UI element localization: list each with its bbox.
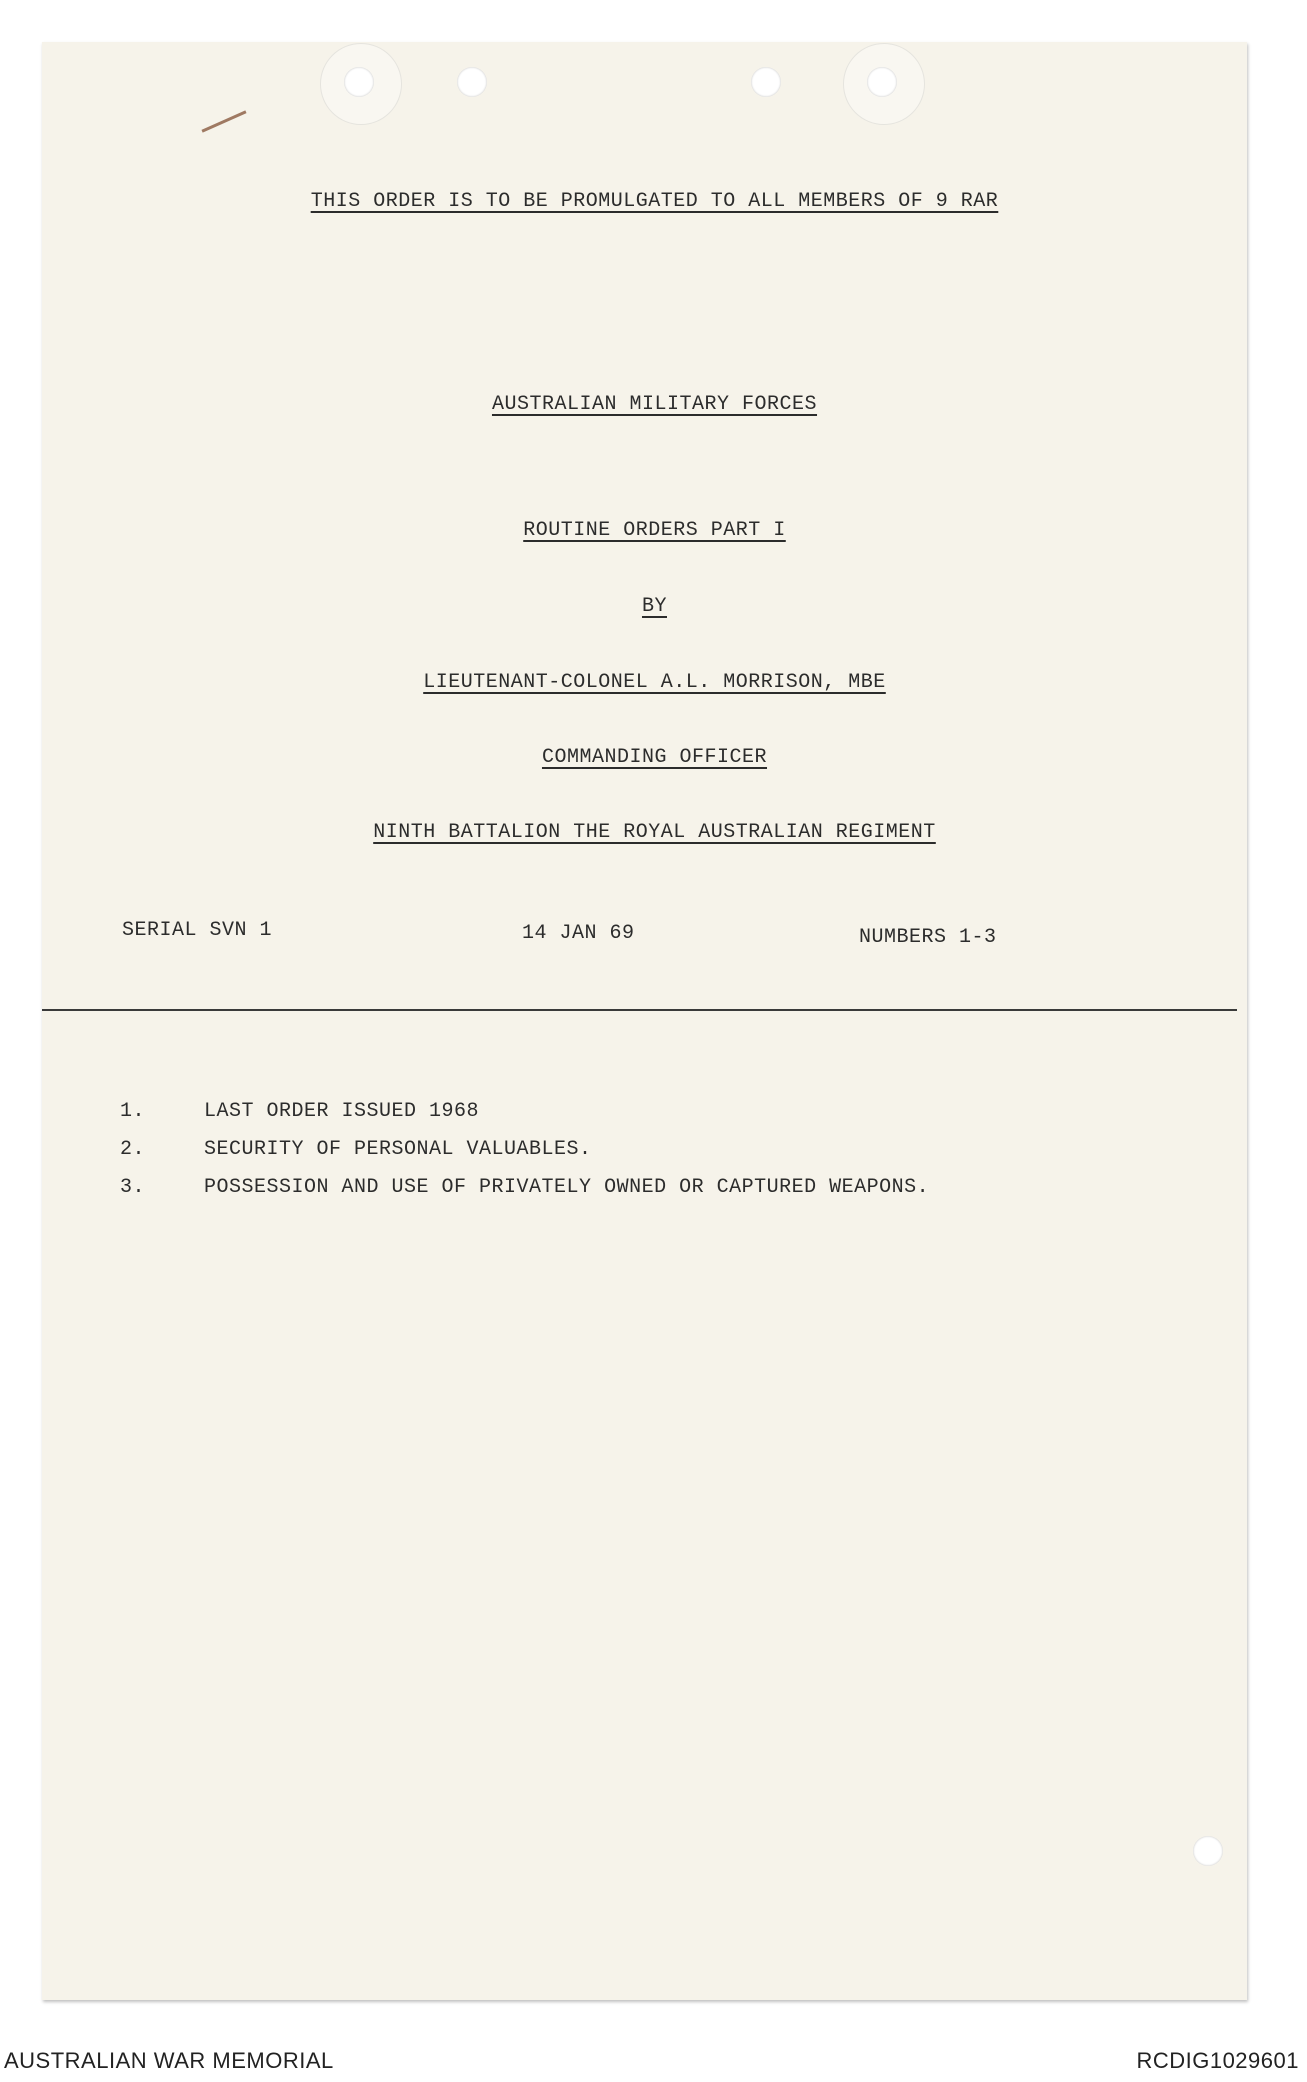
divider-rule (42, 1009, 1237, 1011)
org-heading-text: AUSTRALIAN MILITARY FORCES (491, 393, 818, 416)
punch-hole (457, 67, 487, 97)
footer-source: AUSTRALIAN WAR MEMORIAL (4, 2048, 334, 2073)
item-text: POSSESSION AND USE OF PRIVATELY OWNED OR CAPTURED WEAPONS. (204, 1176, 930, 1199)
by-text: BY (641, 595, 667, 618)
officer-role-text: COMMANDING OFFICER (541, 746, 768, 769)
org-heading (42, 393, 1257, 416)
unit-name-text: NINTH BATTALION THE ROYAL AUSTRALIAN REGIMENT (373, 821, 936, 844)
unit-name (42, 821, 1257, 844)
footer-identifier: RCDIG1029601 (1136, 2048, 1299, 2073)
item-text: SECURITY OF PERSONAL VALUABLES. (204, 1138, 592, 1161)
officer-name-text: LIEUTENANT-COLONEL A.L. MORRISON, MBE (423, 671, 886, 694)
item-number: 2. (120, 1138, 146, 1161)
order-date: 14 JAN 69 (522, 922, 635, 945)
order-numbers: NUMBERS 1-3 (859, 926, 997, 949)
punch-hole (1193, 1836, 1223, 1866)
punch-hole (344, 67, 374, 97)
document-page (42, 42, 1247, 2000)
officer-name (42, 671, 1257, 694)
by-line (42, 595, 1257, 618)
item-text: LAST ORDER ISSUED 1968 (204, 1100, 480, 1123)
punch-hole (867, 67, 897, 97)
serial-number: SERIAL SVN 1 (122, 919, 273, 942)
punch-hole (751, 67, 781, 97)
promulgation-notice (42, 190, 1257, 213)
item-number: 3. (120, 1176, 146, 1199)
list-item (120, 1176, 929, 1199)
orders-title (42, 519, 1257, 542)
list-item (120, 1138, 592, 1161)
officer-role (42, 746, 1257, 769)
orders-title-text: ROUTINE ORDERS PART I (523, 519, 786, 542)
promulgation-notice-text: THIS ORDER IS TO BE PROMULGATED TO ALL MEMBERS OF 9 RAR (310, 190, 999, 213)
item-number: 1. (120, 1100, 146, 1123)
ink-mark (201, 110, 246, 132)
list-item (120, 1100, 479, 1123)
